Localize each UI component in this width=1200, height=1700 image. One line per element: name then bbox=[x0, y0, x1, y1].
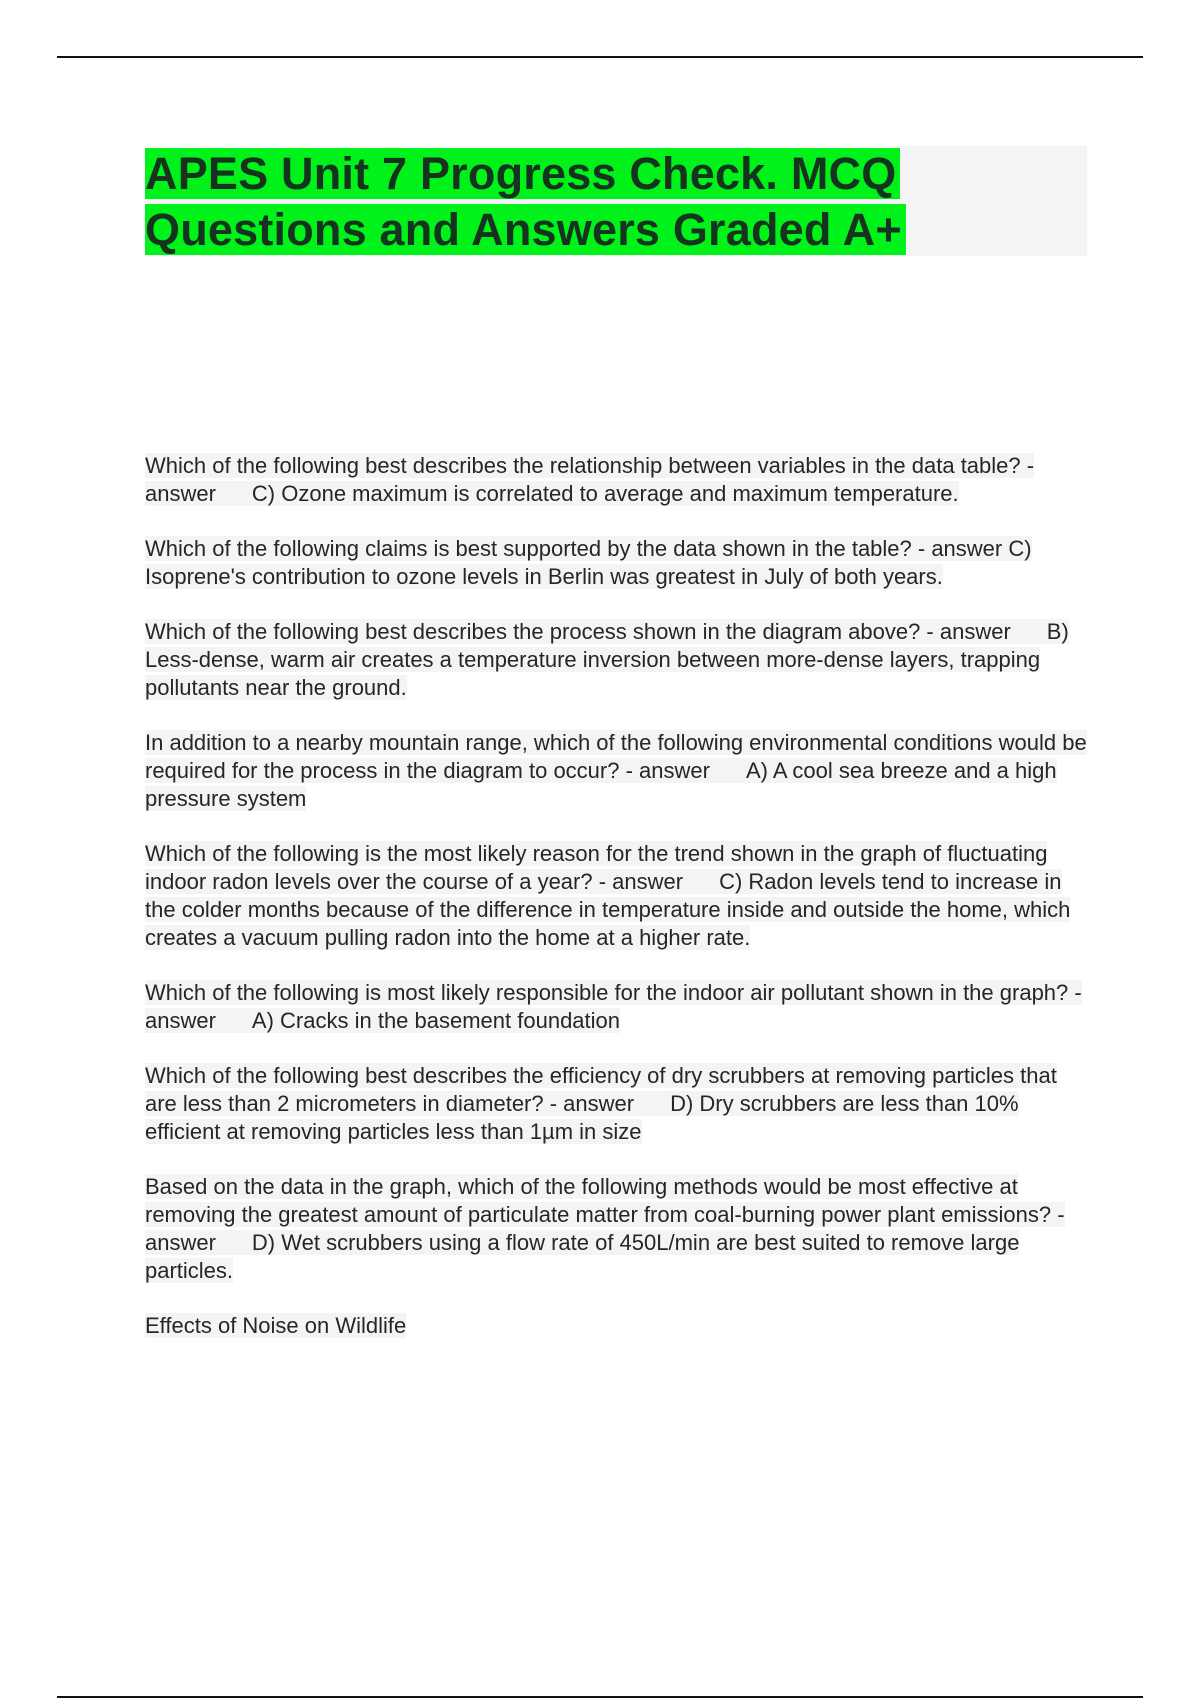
qa-answer: C) Radon levels tend to increase in the colder months because of the difference in temperature inside and outside the home, which creates a vacuum pulling radon into the home at a higher rate. bbox=[145, 869, 1071, 950]
qa-item bbox=[145, 840, 1090, 952]
qa-item bbox=[145, 535, 1090, 591]
qa-question: Which of the following best describes the process shown in the diagram above? - answer bbox=[145, 619, 1011, 644]
qa-item bbox=[145, 979, 1090, 1035]
qa-question: Which of the following is most likely responsible for the indoor air pollutant shown in the graph? - answer bbox=[145, 980, 1082, 1033]
qa-answer: D) Wet scrubbers using a flow rate of 450L/min are best suited to remove large particles. bbox=[145, 1230, 1020, 1283]
qa-question: Which of the following best describes the efficiency of dry scrubbers at removing particles that are less than 2 micrometers in diameter? - answer bbox=[145, 1063, 1057, 1116]
bottom-rule bbox=[57, 1696, 1143, 1698]
document-title-text: APES Unit 7 Progress Check. MCQ Questions and Answers Graded A+ bbox=[145, 148, 906, 255]
section-heading bbox=[145, 1312, 1090, 1340]
qa-question: Which of the following best describes the relationship between variables in the data table? - answer bbox=[145, 453, 1035, 506]
qa-item bbox=[145, 1173, 1090, 1285]
qa-answer: C) Ozone maximum is correlated to average and maximum temperature. bbox=[251, 481, 959, 506]
qa-item bbox=[145, 1062, 1090, 1146]
qa-question: Which of the following claims is best supported by the data shown in the table? - answer bbox=[145, 536, 1003, 561]
qa-list bbox=[145, 452, 1090, 1367]
qa-item bbox=[145, 729, 1090, 813]
title-block bbox=[145, 146, 1087, 256]
qa-question: Which of the following is the most likely reason for the trend shown in the graph of fluctuating indoor radon levels over the course of a year? - answer bbox=[145, 841, 1048, 894]
qa-answer: B) Less-dense, warm air creates a temperature inversion between more-dense layers, trapping pollutants near the ground. bbox=[145, 619, 1069, 700]
qa-answer: A) Cracks in the basement foundation bbox=[251, 1008, 621, 1033]
top-rule bbox=[57, 56, 1143, 58]
qa-question: Based on the data in the graph, which of the following methods would be most effective at removing the greatest amount of particulate matter from coal-burning power plant emissions? - answer bbox=[145, 1174, 1065, 1255]
section-heading-text: Effects of Noise on Wildlife bbox=[145, 1313, 407, 1338]
qa-question: In addition to a nearby mountain range, which of the following environmental conditions would be required for the process in the diagram to occur? - answer bbox=[145, 730, 1087, 783]
document-title bbox=[145, 146, 1087, 258]
qa-answer: A) A cool sea breeze and a high pressure system bbox=[145, 758, 1057, 811]
qa-item bbox=[145, 452, 1090, 508]
qa-answer: C) Isoprene's contribution to ozone levels in Berlin was greatest in July of both years. bbox=[145, 536, 1032, 589]
qa-item bbox=[145, 618, 1090, 702]
qa-answer: D) Dry scrubbers are less than 10% efficient at removing particles less than 1µm in size bbox=[145, 1091, 1019, 1144]
